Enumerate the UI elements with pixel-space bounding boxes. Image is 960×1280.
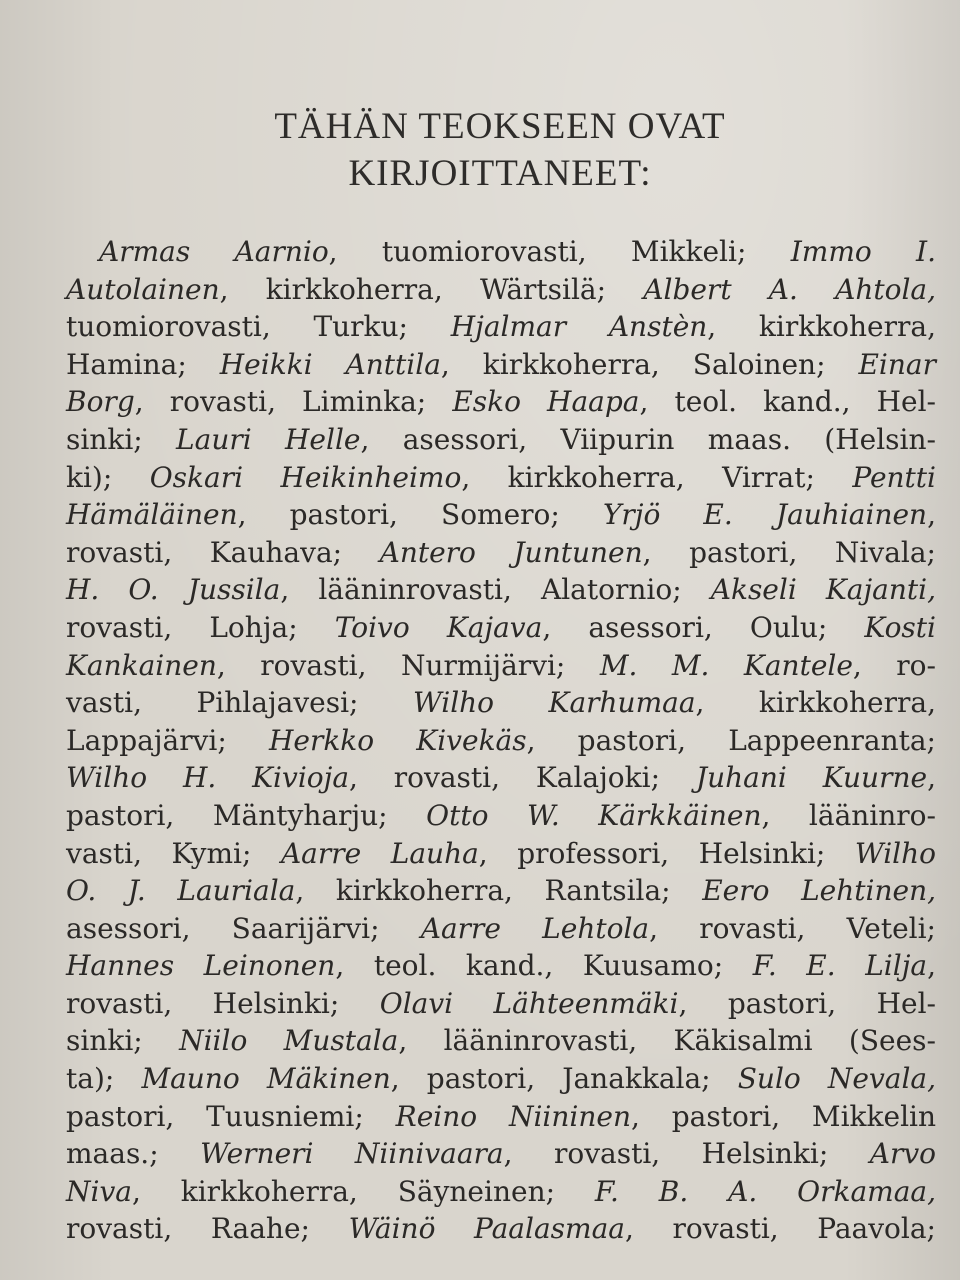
contributor-details: sinki; [66, 422, 177, 456]
contributor-name: Herkko Kivekäs [268, 723, 527, 757]
contributor-name: Antero Juntunen [379, 535, 643, 569]
contributor-name: Borg [66, 385, 135, 419]
text-line [66, 797, 936, 835]
contributor-name: Hannes Leinonen [66, 949, 336, 983]
contributor-details: , kirkkoherra, Rantsila; [295, 874, 703, 908]
contributor-name: Albert A. Ahtola, [643, 272, 937, 306]
text-line [66, 571, 936, 609]
contributor-details: vasti, Kymi; [66, 836, 281, 870]
text-line [66, 1098, 936, 1136]
contributor-name: Kosti [864, 610, 937, 644]
contributor-name: Akseli Kajanti, [710, 573, 937, 607]
contributor-details: , kirkkoherra, Wärtsilä; [219, 272, 644, 306]
contributor-details: , pastori, Lappeenranta; [526, 723, 936, 757]
contributor-details: , kirkkoherra, Virrat; [461, 460, 853, 494]
contributor-name: Wilho Karhumaa [412, 686, 696, 720]
page-heading [140, 103, 860, 197]
text-line [66, 421, 936, 459]
contributor-details: , rovasti, Kalajoki; [349, 761, 696, 795]
text-line [66, 1173, 936, 1211]
contributor-name: Reino Niininen [395, 1099, 632, 1133]
contributor-details: ta); [66, 1062, 142, 1096]
text-line [66, 308, 936, 346]
contributor-name: H. O. Jussila [66, 573, 281, 607]
contributor-details: , pastori, Janakkala; [390, 1062, 738, 1096]
contributor-name: Hämäläinen [66, 498, 238, 532]
contributor-name: M. M. Kantele [599, 648, 853, 682]
contributor-details: , rovasti, Liminka; [134, 385, 453, 419]
contributor-name: Wäinö Paalasmaa [348, 1212, 625, 1246]
text-line [66, 233, 936, 271]
contributor-name: Toivo Kajava [334, 610, 543, 644]
heading-line-1: TÄHÄN TEOKSEEN OVAT [274, 106, 726, 147]
contributor-details: , pastori, Nivala; [642, 535, 936, 569]
contributor-name: O. J. Lauriala [66, 874, 296, 908]
contributor-name: F. B. A. Orkamaa, [594, 1174, 936, 1208]
contributor-details: sinki; [66, 1024, 180, 1058]
text-line [66, 947, 936, 985]
text-line [66, 910, 936, 948]
contributor-details: , asessori, Viipurin maas. (Helsin- [360, 422, 936, 456]
text-line [66, 759, 936, 797]
contributor-details: rovasti, Kauhava; [66, 535, 380, 569]
contributor-name: Esko Haapa [452, 385, 640, 419]
contributor-details: , lääninrovasti, Käkisalmi (Sees- [398, 1024, 937, 1058]
contributor-details: , pastori, Somero; [237, 498, 603, 532]
contributor-details: , [927, 761, 936, 795]
contributor-name: Einar [858, 347, 936, 381]
contributor-name: Immo I. [790, 235, 936, 268]
text-line [66, 1060, 936, 1098]
text-line [66, 1135, 936, 1173]
contributor-name: Lauri Helle [176, 422, 361, 456]
contributor-details: , rovasti, Helsinki; [503, 1137, 870, 1171]
contributor-details: Lappajärvi; [66, 723, 269, 757]
contributor-details: rovasti, Lohja; [66, 610, 335, 644]
contributor-name: Olavi Lähteenmäki [379, 986, 679, 1020]
contributor-details: , tuomiorovasti, Mikkeli; [328, 235, 791, 268]
contributor-name: Yrjö E. Jauhiainen [602, 498, 928, 532]
contributor-name: Mauno Mäkinen [141, 1062, 391, 1096]
contributor-details: , lääninro- [761, 798, 936, 832]
contributor-details: ki); [66, 460, 150, 494]
contributor-name: Niilo Mustala [179, 1024, 399, 1058]
text-line [66, 872, 936, 910]
contributor-name: Autolainen [66, 272, 220, 306]
contributor-details: , lääninrovasti, Alatornio; [280, 573, 711, 607]
contributor-name: Arvo [869, 1137, 936, 1171]
text-line [66, 346, 936, 384]
contributor-details: , [927, 498, 936, 532]
contributor-details: , kirkkoherra, Saloinen; [440, 347, 859, 381]
text-line [66, 985, 936, 1023]
contributor-name: Eero Lehtinen, [702, 874, 937, 908]
text-line [66, 271, 936, 309]
contributor-name: Oskari Heikinheimo [149, 460, 462, 494]
contributor-name: Wilho [854, 836, 936, 870]
heading-line-2: KIRJOITTANEET: [348, 153, 652, 194]
text-line [66, 1022, 936, 1060]
contributor-details: asessori, Saarijärvi; [66, 911, 421, 945]
contributor-details: , ro- [852, 648, 936, 682]
text-line [66, 722, 936, 760]
contributor-details: rovasti, Helsinki; [66, 986, 380, 1020]
contributor-details: , [927, 949, 936, 983]
contributor-name: Sulo Nevala, [737, 1062, 937, 1096]
contributor-name: Hjalmar Anstèn [450, 310, 708, 344]
contributor-details: , teol. kand., Hel- [639, 385, 936, 419]
contributor-details: , professori, Helsinki; [478, 836, 855, 870]
text-line [66, 459, 936, 497]
contributor-details: Hamina; [66, 347, 220, 381]
contributor-name: Heikki Anttila [219, 347, 441, 381]
contributor-details: , rovasti, Veteli; [649, 911, 936, 945]
contributor-name: Niva [66, 1174, 132, 1208]
contributor-details: vasti, Pihlajavesi; [66, 686, 413, 720]
contributor-name: Juhani Kuurne [695, 761, 928, 795]
contributor-details: rovasti, Raahe; [66, 1212, 349, 1246]
contributor-name: Otto W. Kärkkäinen [426, 798, 762, 832]
text-line [66, 534, 936, 572]
contributor-details: , teol. kand., Kuusamo; [335, 949, 753, 983]
contributor-details: , pastori, Mikkelin [631, 1099, 937, 1133]
text-line [66, 383, 936, 421]
contributor-name: Pentti [852, 460, 937, 494]
contributor-name: Aarre Lehtola [420, 911, 650, 945]
contributor-name: Werneri Niinivaara [200, 1137, 504, 1171]
contributor-details: , kirkkoherra, [695, 686, 936, 720]
contributor-details: , kirkkoherra, Säyneinen; [131, 1174, 595, 1208]
contributor-details: , rovasti, Paavola; [624, 1212, 936, 1246]
contributor-details: , pastori, Hel- [678, 986, 936, 1020]
text-line [66, 647, 936, 685]
contributor-details: maas.; [66, 1137, 201, 1171]
contributor-details: pastori, Tuusniemi; [66, 1099, 396, 1133]
contributor-details: , kirkkoherra, [707, 310, 936, 344]
text-line [66, 835, 936, 873]
text-line [66, 496, 936, 534]
contributor-name: Kankainen [66, 648, 217, 682]
contributor-details: pastori, Mäntyharju; [66, 798, 427, 832]
text-line [66, 1210, 936, 1248]
contributor-name: Wilho H. Kivioja [66, 761, 350, 795]
contributor-details: , asessori, Oulu; [542, 610, 865, 644]
contributor-name: Armas Aarnio [99, 235, 329, 268]
contributors-paragraph [66, 233, 936, 1248]
text-line [66, 684, 936, 722]
contributor-details: tuomiorovasti, Turku; [66, 310, 451, 344]
contributor-name: Aarre Lauha [280, 836, 479, 870]
contributor-name: F. E. Lilja [752, 949, 928, 983]
contributor-details: , rovasti, Nurmijärvi; [216, 648, 600, 682]
text-line [66, 609, 936, 647]
